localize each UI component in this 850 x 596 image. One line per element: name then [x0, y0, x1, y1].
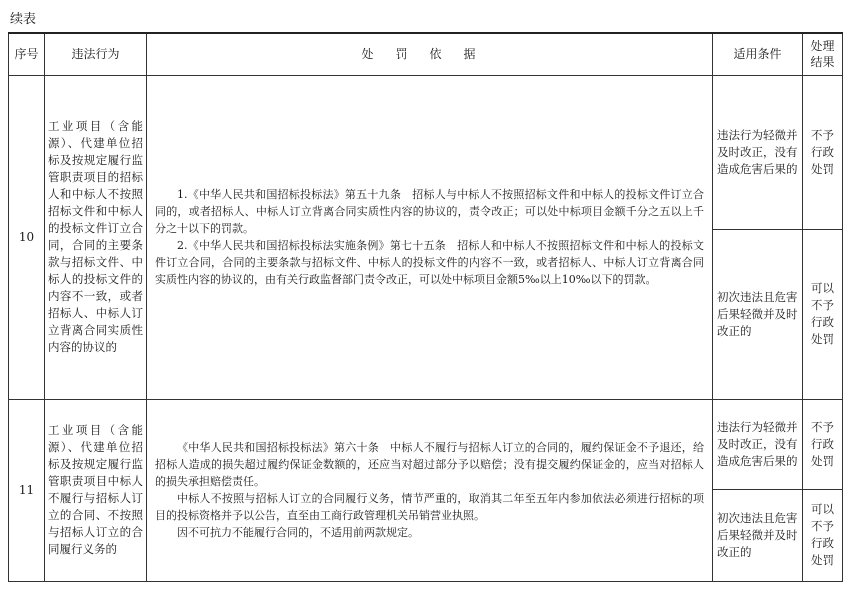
header-seq: 序号	[9, 33, 45, 75]
table-row	[9, 399, 843, 489]
basis-paragraph: 2.《中华人民共和国招标投标法实施条例》第七十五条 招标人和中标人不按照招标文件和中标人的投标文件订立合同，合同的主要条款与招标文件、中标人的投标文件的内容不一致，或者招标人、中标人订立背离合同实质性内容的协议的，由有关行政监督部门责令改正，可以处中标项目金额5‰以上10‰以下的罚款。	[155, 239, 704, 286]
row-result: 不予行政处罚	[803, 75, 843, 229]
basis-paragraph: 中标人不按照与招标人订立的合同履行义务，情节严重的，取消其二年至五年内参加依法必须进行招标的项目的投标资格并予以公告，直至由工商行政管理机关吊销营业执照。	[155, 492, 704, 522]
header-row	[9, 33, 843, 75]
header-act: 违法行为	[45, 33, 147, 75]
row-result: 不予行政处罚	[803, 399, 843, 489]
table-row	[9, 75, 843, 229]
penalty-table	[8, 32, 843, 582]
row-violation: 工业项目（含能源）、代建单位招标及按规定履行监管职责项目中标人不履行与招标人订立的合同、不按照与招标人订立的合同履行义务的	[45, 399, 147, 581]
row-condition: 初次违法且危害后果轻微并及时改正的	[713, 489, 803, 581]
table-caption: 续表	[10, 12, 37, 27]
header-result: 处理结果	[803, 33, 843, 75]
header-basis: 处罚依据	[147, 33, 713, 75]
row-seq: 11	[9, 399, 45, 581]
basis-paragraph: 《中华人民共和国招标投标法》第六十条 中标人不履行与招标人订立的合同的，履约保证金不予退还，给招标人造成的损失超过履约保证金数额的，还应当对超过部分予以赔偿；没有提交履约保证金的，应当对招标人的损失承担赔偿责任。	[155, 441, 704, 488]
row-result: 可以不予行政处罚	[803, 489, 843, 581]
row-basis	[147, 399, 713, 581]
row-result: 可以不予行政处罚	[803, 229, 843, 399]
header-condition: 适用条件	[713, 33, 803, 75]
row-condition: 初次违法且危害后果轻微并及时改正的	[713, 229, 803, 399]
row-basis	[147, 75, 713, 399]
row-condition: 违法行为轻微并及时改正，没有造成危害后果的	[713, 399, 803, 489]
row-seq: 10	[9, 75, 45, 399]
basis-paragraph: 因不可抗力不能履行合同的，不适用前两款规定。	[177, 526, 419, 539]
row-violation: 工业项目（含能源）、代建单位招标及按规定履行监管职责项目的招标人和中标人不按照招标文件和中标人的投标文件订立合同，合同的主要条款与招标文件、中标人的投标文件的内容不一致，或者招标人、中标人订立背离合同实质性内容的协议的	[45, 75, 147, 399]
row-condition: 违法行为轻微并及时改正，没有造成危害后果的	[713, 75, 803, 229]
basis-paragraph: 1.《中华人民共和国招标投标法》第五十九条 招标人与中标人不按照招标文件和中标人的投标文件订立合同的，或者招标人、中标人订立背离合同实质性内容的协议的，责令改正；可以处中标项目金额千分之五以上千分之十以下的罚款。	[155, 188, 704, 235]
